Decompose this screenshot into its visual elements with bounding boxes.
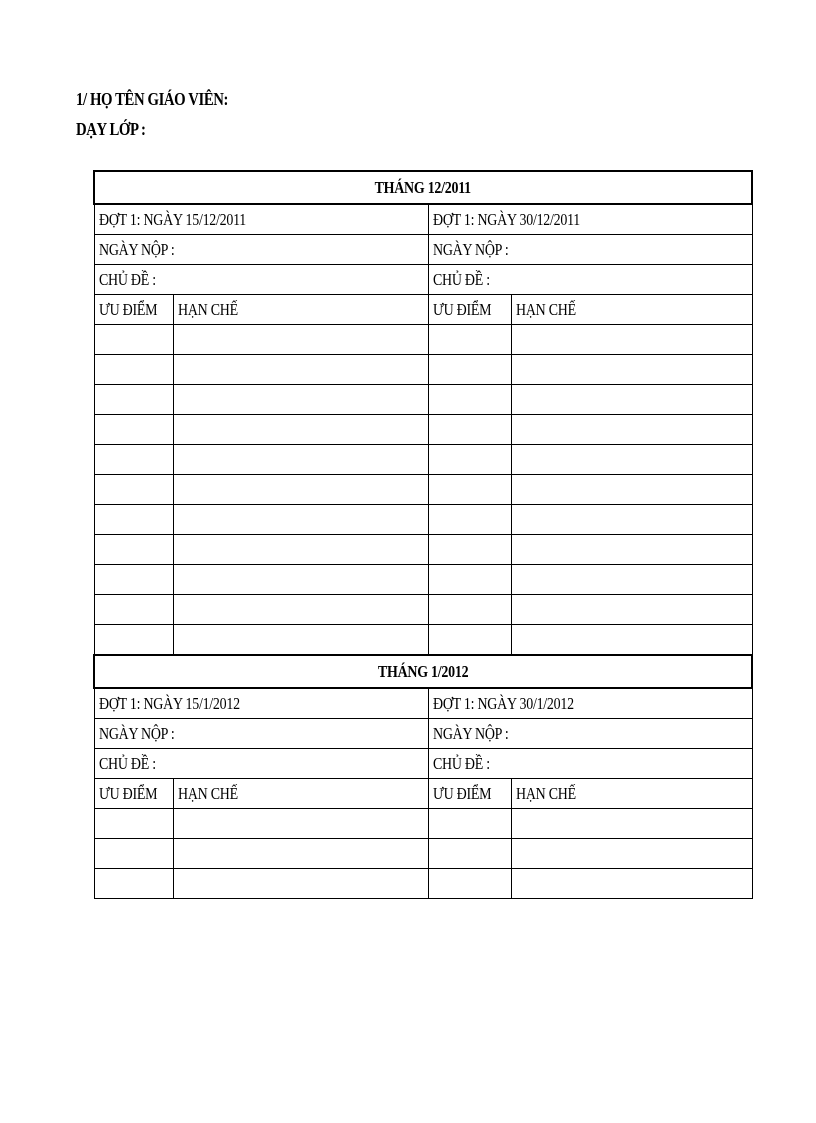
left-limits-cell[interactable]: [173, 535, 428, 565]
right-limits-cell[interactable]: [511, 839, 752, 869]
right-strengths-cell[interactable]: [428, 625, 511, 656]
left-limits-cell[interactable]: [173, 809, 428, 839]
entry-row: [94, 565, 752, 595]
teacher-name-label: 1/ HỌ TÊN GIÁO VIÊN:: [76, 89, 229, 109]
right-limits-cell[interactable]: [511, 355, 752, 385]
entry-row: [94, 385, 752, 415]
month-title: THÁNG 1/2012: [94, 655, 752, 688]
left-limits-cell[interactable]: [173, 385, 428, 415]
month-row: [94, 655, 752, 688]
entry-row: [94, 505, 752, 535]
right-limits-cell[interactable]: [511, 415, 752, 445]
left-limits-cell[interactable]: [173, 595, 428, 625]
left-limits-cell[interactable]: [173, 445, 428, 475]
left-submit-date-field[interactable]: NGÀY NỘP :: [94, 719, 428, 749]
round-row: [94, 688, 752, 719]
entry-row: [94, 325, 752, 355]
entry-row: [94, 839, 752, 869]
right-topic-field[interactable]: CHỦ ĐỀ :: [428, 749, 752, 779]
right-strengths-header: ƯU ĐIỂM: [428, 295, 511, 325]
left-limits-cell[interactable]: [173, 475, 428, 505]
right-strengths-cell[interactable]: [428, 355, 511, 385]
entry-row: [94, 595, 752, 625]
topic-row: [94, 265, 752, 295]
right-strengths-cell[interactable]: [428, 535, 511, 565]
left-limits-header: HẠN CHẾ: [173, 779, 428, 809]
right-strengths-cell[interactable]: [428, 839, 511, 869]
evaluation-sheet: [93, 170, 751, 899]
right-limits-cell[interactable]: [511, 535, 752, 565]
left-strengths-cell[interactable]: [94, 385, 173, 415]
right-topic-field[interactable]: CHỦ ĐỀ :: [428, 265, 752, 295]
right-round-label: ĐỢT 1: NGÀY 30/12/2011: [428, 204, 752, 235]
right-submit-date-field[interactable]: NGÀY NỘP :: [428, 719, 752, 749]
entry-row: [94, 535, 752, 565]
left-strengths-cell[interactable]: [94, 565, 173, 595]
right-strengths-cell[interactable]: [428, 809, 511, 839]
right-limits-header: HẠN CHẾ: [511, 295, 752, 325]
left-strengths-cell[interactable]: [94, 355, 173, 385]
evaluation-table: [93, 170, 753, 899]
left-limits-cell[interactable]: [173, 355, 428, 385]
submit-row: [94, 719, 752, 749]
right-strengths-cell[interactable]: [428, 445, 511, 475]
right-limits-cell[interactable]: [511, 565, 752, 595]
left-limits-cell[interactable]: [173, 505, 428, 535]
section-december: [94, 171, 752, 655]
right-limits-cell[interactable]: [511, 625, 752, 656]
right-strengths-cell[interactable]: [428, 869, 511, 899]
left-limits-cell[interactable]: [173, 325, 428, 355]
left-strengths-header: ƯU ĐIỂM: [94, 779, 173, 809]
entry-row: [94, 869, 752, 899]
right-limits-cell[interactable]: [511, 809, 752, 839]
left-round-label: ĐỢT 1: NGÀY 15/1/2012: [94, 688, 428, 719]
right-round-label: ĐỢT 1: NGÀY 30/1/2012: [428, 688, 752, 719]
left-strengths-cell[interactable]: [94, 839, 173, 869]
document-header: [76, 84, 228, 144]
left-round-label: ĐỢT 1: NGÀY 15/12/2011: [94, 204, 428, 235]
left-strengths-cell[interactable]: [94, 869, 173, 899]
right-limits-cell[interactable]: [511, 595, 752, 625]
left-strengths-cell[interactable]: [94, 809, 173, 839]
left-topic-field[interactable]: CHỦ ĐỀ :: [94, 749, 428, 779]
right-limits-cell[interactable]: [511, 385, 752, 415]
right-limits-cell[interactable]: [511, 325, 752, 355]
left-submit-date-field[interactable]: NGÀY NỘP :: [94, 235, 428, 265]
left-strengths-cell[interactable]: [94, 325, 173, 355]
right-strengths-cell[interactable]: [428, 415, 511, 445]
month-row: [94, 171, 752, 204]
left-strengths-cell[interactable]: [94, 535, 173, 565]
column-header-row: [94, 295, 752, 325]
right-submit-date-field[interactable]: NGÀY NỘP :: [428, 235, 752, 265]
left-strengths-cell[interactable]: [94, 475, 173, 505]
right-limits-cell[interactable]: [511, 475, 752, 505]
right-strengths-cell[interactable]: [428, 325, 511, 355]
entry-row: [94, 415, 752, 445]
column-header-row: [94, 779, 752, 809]
right-limits-cell[interactable]: [511, 869, 752, 899]
class-label: DẠY LỚP :: [76, 119, 146, 139]
right-strengths-cell[interactable]: [428, 565, 511, 595]
right-strengths-cell[interactable]: [428, 385, 511, 415]
right-strengths-cell[interactable]: [428, 475, 511, 505]
left-strengths-cell[interactable]: [94, 625, 173, 656]
left-limits-cell[interactable]: [173, 839, 428, 869]
left-limits-cell[interactable]: [173, 625, 428, 656]
left-strengths-cell[interactable]: [94, 595, 173, 625]
section-january: [94, 655, 752, 899]
topic-row: [94, 749, 752, 779]
entry-row: [94, 625, 752, 656]
round-row: [94, 204, 752, 235]
right-strengths-cell[interactable]: [428, 595, 511, 625]
left-limits-header: HẠN CHẾ: [173, 295, 428, 325]
right-limits-header: HẠN CHẾ: [511, 779, 752, 809]
submit-row: [94, 235, 752, 265]
left-limits-cell[interactable]: [173, 415, 428, 445]
left-strengths-cell[interactable]: [94, 415, 173, 445]
entry-row: [94, 445, 752, 475]
month-title: THÁNG 12/2011: [94, 171, 752, 204]
entry-row: [94, 809, 752, 839]
left-strengths-cell[interactable]: [94, 505, 173, 535]
right-strengths-header: ƯU ĐIỂM: [428, 779, 511, 809]
left-limits-cell[interactable]: [173, 869, 428, 899]
left-topic-field[interactable]: CHỦ ĐỀ :: [94, 265, 428, 295]
entry-row: [94, 355, 752, 385]
left-strengths-cell[interactable]: [94, 445, 173, 475]
entry-row: [94, 475, 752, 505]
right-limits-cell[interactable]: [511, 505, 752, 535]
right-limits-cell[interactable]: [511, 445, 752, 475]
right-strengths-cell[interactable]: [428, 505, 511, 535]
left-limits-cell[interactable]: [173, 565, 428, 595]
left-strengths-header: ƯU ĐIỂM: [94, 295, 173, 325]
